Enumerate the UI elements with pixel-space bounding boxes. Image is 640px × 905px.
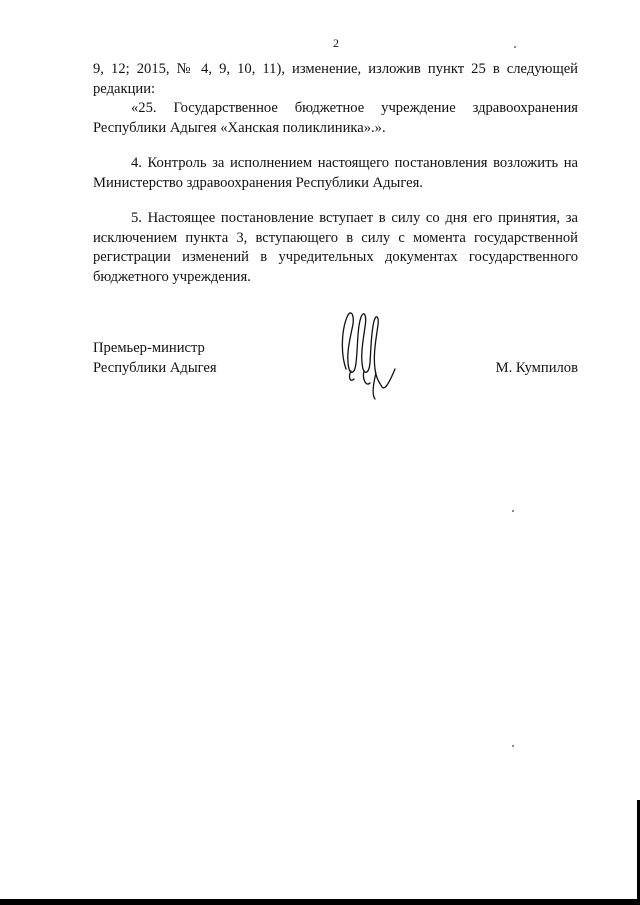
scan-speck bbox=[514, 46, 516, 48]
paragraph-amendment-intro: 9, 12; 2015, № 4, 9, 10, 11), изменение, изложив пункт 25 в следующей редакции: bbox=[93, 61, 578, 97]
scan-edge-bottom bbox=[0, 899, 640, 905]
scan-speck bbox=[512, 510, 514, 512]
signatory-name: М. Кумпилов bbox=[495, 359, 578, 376]
signatory-title-line1: Премьер-министр bbox=[93, 340, 205, 356]
page-number: 2 bbox=[333, 36, 339, 50]
document-body bbox=[93, 60, 578, 287]
handwritten-signature bbox=[338, 307, 398, 403]
signature-block bbox=[93, 339, 578, 378]
signatory-title-line2: Республики Адыгея bbox=[93, 359, 217, 376]
paragraph-effective-date: 5. Настоящее постановление вступает в силу со дня его принятия, за исключением пункта 3, вступающего в силу с момента государственной регистрации изменений в учредительных документах государственного бюджетного учреждения. bbox=[93, 210, 578, 285]
paragraph-item-25: «25. Государственное бюджетное учреждение здравоохранения Республики Адыгея «Ханская поликлиника».». bbox=[93, 100, 578, 136]
scan-speck bbox=[512, 745, 514, 747]
paragraph-control: 4. Контроль за исполнением настоящего постановления возложить на Министерство здравоохранения Республики Адыгея. bbox=[93, 155, 578, 191]
